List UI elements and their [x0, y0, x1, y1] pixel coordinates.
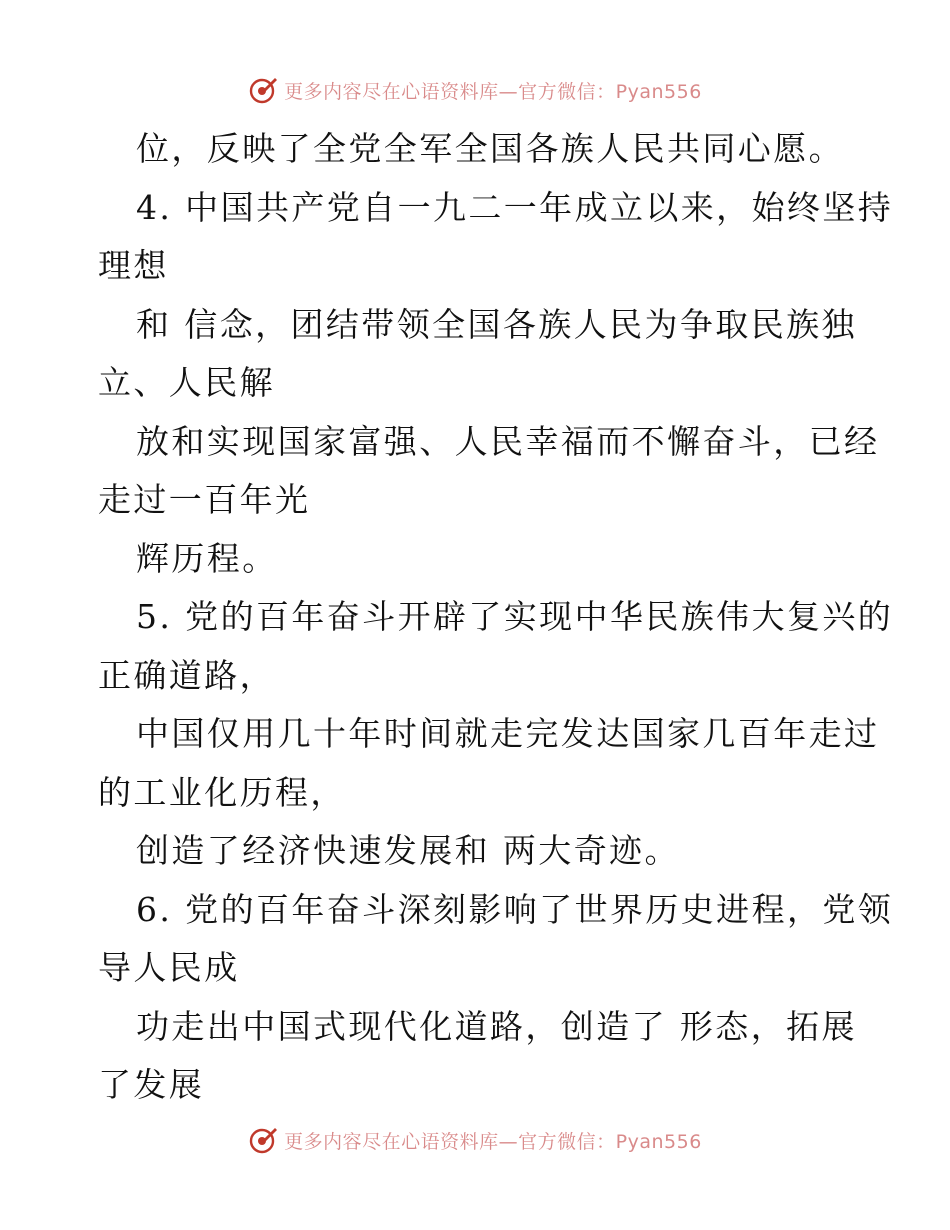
text-line: 立、人民解 — [98, 363, 275, 402]
watermark-text: 更多内容尽在心语资料库—官方微信：Pyan556 — [284, 80, 702, 103]
text-line: 创造了经济快速发展和 两大奇迹。 — [136, 831, 680, 870]
text-line: 功走出中国式现代化道路，创造了 形态，拓展 — [136, 1006, 857, 1046]
text-line: 走过一百年光 — [98, 480, 311, 519]
text-line: 理想 — [98, 246, 169, 285]
text-line: 正确道路， — [98, 655, 275, 695]
text-line: 放和实现国家富强、人民幸福而不懈奋斗，已经 — [136, 421, 880, 461]
footer-watermark — [0, 1120, 950, 1160]
text-line: 位，反映了全党全军全国各族人民共同心愿。 — [136, 129, 844, 168]
text-line: 5. 党的百年奋斗开辟了实现中华民族伟大复兴的 — [136, 597, 894, 636]
pen-logo-icon — [248, 1125, 278, 1155]
header-watermark — [0, 70, 950, 110]
text-line: 的工业化历程， — [98, 772, 346, 812]
text-line: 和 信念，团结带领全国各族人民为争取民族独 — [136, 304, 857, 344]
text-line: 中国仅用几十年时间就走完发达国家几百年走过 — [136, 714, 880, 753]
text-line: 辉历程。 — [136, 538, 278, 578]
text-line: 4. 中国共产党自一九二一年成立以来，始终坚持 — [136, 187, 894, 227]
pen-logo-icon — [248, 75, 278, 105]
text-line: 6. 党的百年奋斗深刻影响了世界历史进程，党领 — [136, 889, 894, 929]
document-body — [98, 120, 894, 1115]
watermark-text: 更多内容尽在心语资料库—官方微信：Pyan556 — [284, 1130, 702, 1153]
text-line: 导人民成 — [98, 948, 240, 987]
text-line: 了发展 — [98, 1065, 205, 1104]
